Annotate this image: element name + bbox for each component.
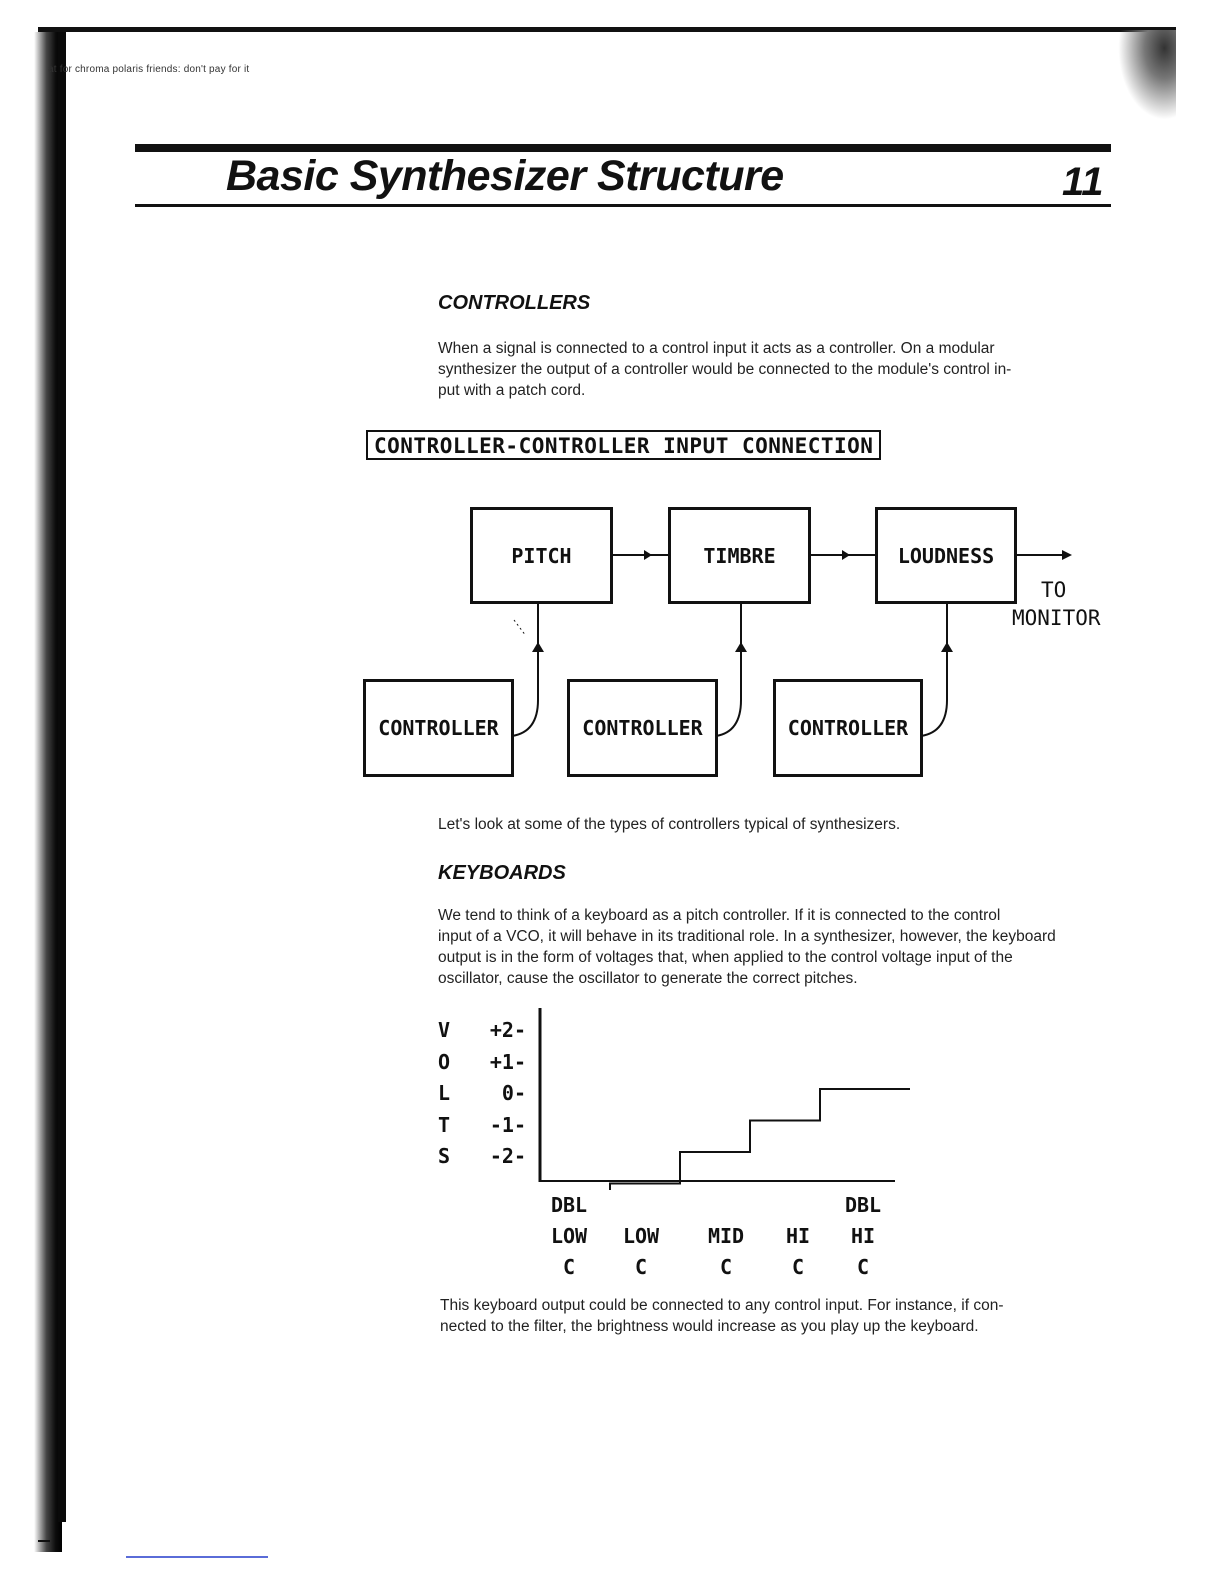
y-tick-label: +1- xyxy=(489,1049,526,1074)
controller-box-2: CONTROLLER xyxy=(567,679,718,777)
timbre-module: TIMBRE xyxy=(668,507,811,604)
keyboards-heading: KEYBOARDS xyxy=(438,862,566,884)
output-label-monitor: MONITOR xyxy=(1012,606,1101,630)
diagram-title: CONTROLLER-CONTROLLER INPUT CONNECTION xyxy=(366,430,881,460)
scan-footer-dash xyxy=(38,1540,50,1542)
paragraph-line: We tend to think of a keyboard as a pitch controller. If it is connected to the control xyxy=(438,907,1001,924)
paragraph-line: oscillator, cause the oscillator to generate the correct pitches. xyxy=(438,970,858,987)
paragraph-line: This keyboard output could be connected to any control input. For instance, if con- xyxy=(440,1297,1004,1314)
scan-mark xyxy=(514,620,526,636)
paragraph-line: input of a VCO, it will behave in its traditional role. In a synthesizer, however, the keyboard xyxy=(438,928,1056,945)
x-label-line: DBL xyxy=(844,1193,882,1217)
x-label-line: C xyxy=(562,1255,576,1279)
paragraph-line: put with a patch cord. xyxy=(438,382,586,399)
x-label-low-c xyxy=(620,1190,662,1283)
y-tick-label: +2- xyxy=(489,1018,526,1042)
axis-letter: S xyxy=(438,1144,451,1168)
x-label-line: LOW xyxy=(622,1224,660,1248)
keyboards-paragraph xyxy=(438,905,1118,989)
x-label-dbl-low-c xyxy=(548,1190,590,1283)
x-label-dbl-hi-c xyxy=(842,1190,884,1283)
x-label-line: MID xyxy=(707,1224,745,1248)
x-label-hi-c xyxy=(782,1190,814,1283)
arrow-head-3 xyxy=(1062,550,1072,560)
x-label-line: LOW xyxy=(550,1224,588,1248)
x-labels xyxy=(548,1190,908,1286)
arrow-up-3 xyxy=(941,642,953,652)
y-tick-labels xyxy=(472,1015,526,1173)
step-line xyxy=(550,1089,910,1190)
x-label-line xyxy=(782,1190,814,1221)
x-label-line: HI xyxy=(850,1224,876,1248)
step-graph xyxy=(530,1000,910,1190)
arrow-head-1 xyxy=(644,550,652,560)
controllers-heading: CONTROLLERS xyxy=(438,292,591,314)
types-intro: Let's look at some of the types of controllers typical of synthesizers. xyxy=(438,816,901,833)
pitch-module: PITCH xyxy=(470,507,613,604)
watermark: at for chroma polaris friends: don't pay for it xyxy=(48,64,250,75)
controller-box-1: CONTROLLER xyxy=(363,679,514,777)
paragraph-line: synthesizer the output of a controller would be connected to the module's control in- xyxy=(438,361,1012,378)
x-label-line: HI xyxy=(785,1224,811,1248)
paragraph-line: output is in the form of voltages that, when applied to the control voltage input of the xyxy=(438,949,1013,966)
y-tick-label: 0- xyxy=(501,1081,526,1105)
y-tick-label: -1- xyxy=(489,1112,526,1137)
x-label-line: DBL xyxy=(550,1193,588,1217)
controller-1-feed xyxy=(512,604,538,736)
x-label-mid-c xyxy=(700,1190,752,1283)
page-number: 11 xyxy=(1062,160,1104,204)
x-label-line: C xyxy=(791,1255,805,1279)
closing-paragraph xyxy=(440,1295,1120,1337)
axis-letter: T xyxy=(438,1112,451,1137)
axis-letter: L xyxy=(438,1081,451,1105)
x-label-line xyxy=(620,1190,662,1221)
page-title: Basic Synthesizer Structure xyxy=(226,152,784,200)
arrow-up-1 xyxy=(532,642,544,652)
volts-axis-label xyxy=(438,1015,450,1173)
axis-letter: V xyxy=(438,1018,451,1042)
paragraph-line: When a signal is connected to a control input it acts as a controller. On a modular xyxy=(438,340,995,357)
loudness-module: LOUDNESS xyxy=(875,507,1017,604)
scan-footer-line xyxy=(126,1556,268,1558)
output-label-to: TO xyxy=(1041,578,1067,602)
arrow-head-2 xyxy=(842,550,850,560)
x-label-line: C xyxy=(634,1255,648,1279)
axis-letter: O xyxy=(438,1049,451,1074)
y-tick-label: -2- xyxy=(489,1144,526,1168)
controller-box-3: CONTROLLER xyxy=(773,679,923,777)
arrow-up-2 xyxy=(735,642,747,652)
x-label-line: C xyxy=(856,1255,870,1279)
controller-3-feed xyxy=(921,604,947,736)
controller-2-feed xyxy=(716,604,741,736)
paragraph-line: nected to the filter, the brightness would increase as you play up the keyboard. xyxy=(440,1318,979,1335)
x-label-line xyxy=(700,1190,752,1221)
x-label-line: C xyxy=(719,1255,733,1279)
